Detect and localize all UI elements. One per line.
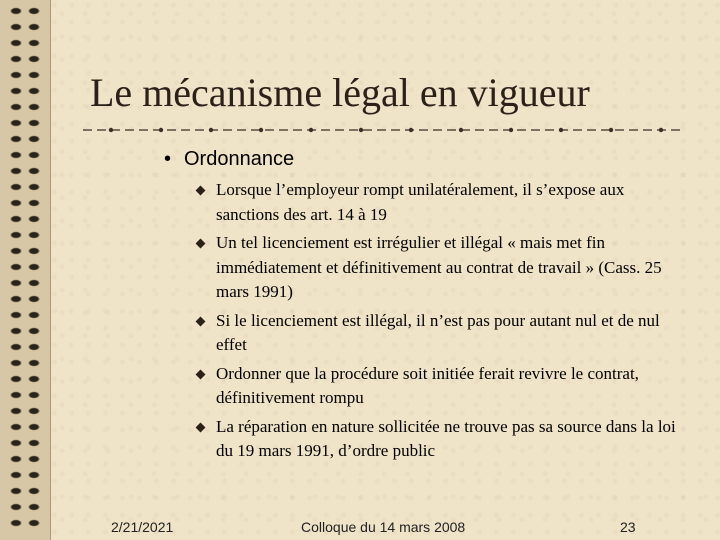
diamond-bullet-icon <box>196 316 206 326</box>
slide-number: 23 <box>620 519 636 535</box>
sub-bullet-list <box>196 178 690 468</box>
main-bullet-text: Ordonnance <box>184 148 295 170</box>
sub-bullet-item <box>196 231 690 305</box>
diamond-bullet-icon <box>196 239 206 249</box>
sub-bullet-text: Lorsque l’employeur rompt unilatéralement, il s’expose aux sanctions des art. 14 à 19 <box>216 180 625 224</box>
sub-bullet-item <box>196 362 690 411</box>
diamond-bullet-icon <box>196 186 206 196</box>
sub-bullet-text: Un tel licenciement est irrégulier et illégal « mais met fin immédiatement et définitivement au contrat de travail » (Cass. 25 mars 1991) <box>216 233 662 301</box>
diamond-bullet-icon <box>196 422 206 432</box>
sub-bullet-text: Si le licenciement est illégal, il n’est pas pour autant nul et de nul effet <box>216 310 660 354</box>
bullet-dot-icon: • <box>164 148 172 170</box>
slide-title: Le mécanisme légal en vigueur <box>90 70 590 115</box>
main-bullet <box>164 146 294 172</box>
sub-bullet-item <box>196 178 690 227</box>
sub-bullet-text: La réparation en nature sollicitée ne trouve pas sa source dans la loi du 19 mars 1991, d’ordre public <box>216 416 676 460</box>
sub-bullet-text: Ordonner que la procédure soit initiée ferait revivre le contrat, définitivement rompu <box>216 363 639 407</box>
diamond-bullet-icon <box>196 369 206 379</box>
sub-bullet-item <box>196 309 690 358</box>
title-divider <box>83 127 683 133</box>
footer-date: 2/21/2021 <box>111 519 174 535</box>
spiral-binding-strip <box>0 0 51 540</box>
sub-bullet-item <box>196 415 690 464</box>
spiral-rings <box>8 4 42 534</box>
footer-event: Colloque du 14 mars 2008 <box>301 519 466 535</box>
